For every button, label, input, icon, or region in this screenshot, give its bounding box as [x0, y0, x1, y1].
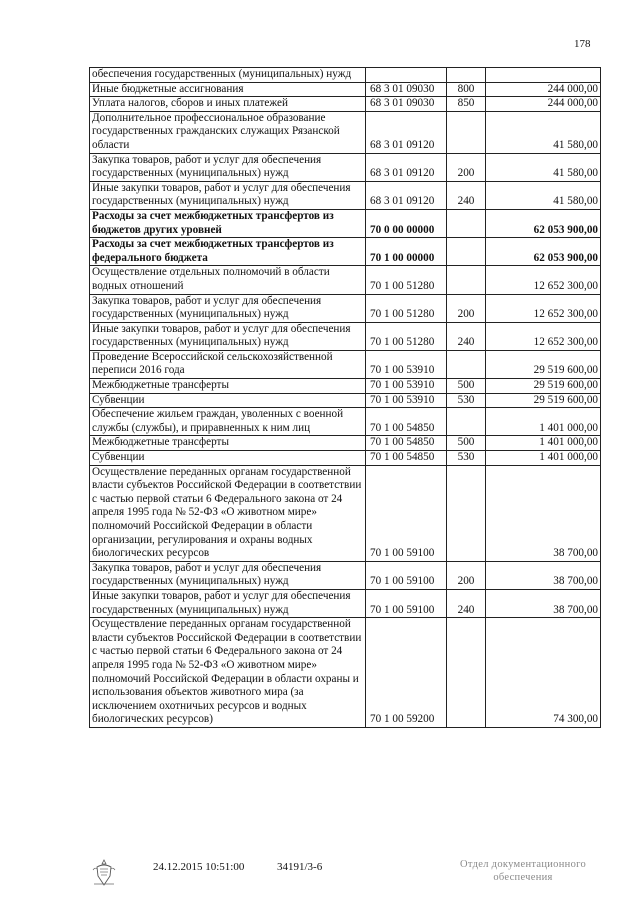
row-target-code: 70 1 00 54850 [366, 408, 447, 436]
row-amount: 29 519 600,00 [486, 350, 601, 378]
row-expense-type [447, 111, 486, 153]
row-expense-type [447, 238, 486, 266]
row-target-code: 68 3 01 09030 [366, 97, 447, 112]
page-number: 178 [574, 38, 591, 50]
row-expense-type [447, 209, 486, 237]
table-row [90, 68, 601, 83]
row-target-code: 68 3 01 09030 [366, 82, 447, 97]
row-target-code: 70 1 00 51280 [366, 322, 447, 350]
row-amount: 12 652 300,00 [486, 322, 601, 350]
row-expense-type: 240 [447, 181, 486, 209]
table-row [90, 266, 601, 294]
row-expense-type: 240 [447, 589, 486, 617]
row-amount [486, 68, 601, 83]
row-target-code: 70 1 00 59100 [366, 561, 447, 589]
row-amount: 41 580,00 [486, 111, 601, 153]
row-name: Закупка товаров, работ и услуг для обеспечения государственных (муниципальных) нужд [90, 294, 366, 322]
row-name: Закупка товаров, работ и услуг для обеспечения государственных (муниципальных) нужд [90, 561, 366, 589]
row-name: Проведение Всероссийской сельскохозяйственной переписи 2016 года [90, 350, 366, 378]
row-target-code: 70 0 00 00000 [366, 209, 447, 237]
row-target-code: 70 1 00 53910 [366, 379, 447, 394]
footer-doc-number: 34191/3-6 [277, 861, 323, 873]
row-target-code: 70 1 00 59100 [366, 589, 447, 617]
row-name: Иные закупки товаров, работ и услуг для обеспечения государственных (муниципальных) нужд [90, 181, 366, 209]
budget-table [89, 67, 601, 728]
table-row [90, 181, 601, 209]
row-name: Дополнительное профессиональное образование государственных гражданских служащих Рязанской области [90, 111, 366, 153]
row-target-code: 70 1 00 51280 [366, 266, 447, 294]
table-row [90, 322, 601, 350]
row-expense-type: 200 [447, 294, 486, 322]
row-name: Уплата налогов, сборов и иных платежей [90, 97, 366, 112]
row-name: Осуществление переданных органам государственной власти субъектов Российской Федерации в соответствии с частью первой статьи 6 Федерального закона от 24 апреля 1995 года № 52-ФЗ «О животном мире» полномочий Российской Федерации в области охраны и использования объектов животного мира (за исключением охотничьих ресурсов и водных биологических ресурсов) [90, 618, 366, 728]
row-amount: 38 700,00 [486, 465, 601, 561]
table-row [90, 465, 601, 561]
row-target-code: 70 1 00 53910 [366, 350, 447, 378]
row-expense-type [447, 266, 486, 294]
row-amount: 38 700,00 [486, 589, 601, 617]
table-row [90, 436, 601, 451]
row-expense-type [447, 68, 486, 83]
row-amount: 74 300,00 [486, 618, 601, 728]
table-row [90, 97, 601, 112]
row-name: Закупка товаров, работ и услуг для обеспечения государственных (муниципальных) нужд [90, 153, 366, 181]
row-name: Иные закупки товаров, работ и услуг для обеспечения государственных (муниципальных) нужд [90, 322, 366, 350]
table-row [90, 379, 601, 394]
row-expense-type: 500 [447, 379, 486, 394]
row-name: Субвенции [90, 451, 366, 466]
table-row [90, 153, 601, 181]
row-expense-type: 850 [447, 97, 486, 112]
table-row [90, 393, 601, 408]
row-name: Иные закупки товаров, работ и услуг для обеспечения государственных (муниципальных) нужд [90, 589, 366, 617]
row-expense-type: 200 [447, 561, 486, 589]
row-amount: 1 401 000,00 [486, 408, 601, 436]
row-expense-type: 240 [447, 322, 486, 350]
row-name: Обеспечение жильем граждан, уволенных с военной службы (службы), и приравненных к ним лиц [90, 408, 366, 436]
row-amount: 1 401 000,00 [486, 451, 601, 466]
table-row [90, 294, 601, 322]
row-target-code: 68 3 01 09120 [366, 153, 447, 181]
row-target-code: 70 1 00 54850 [366, 451, 447, 466]
table-row [90, 618, 601, 728]
row-expense-type [447, 350, 486, 378]
row-target-code: 70 1 00 59100 [366, 465, 447, 561]
table-row [90, 451, 601, 466]
stamp-line-2: обеспечения [493, 872, 553, 883]
row-amount: 244 000,00 [486, 82, 601, 97]
table-row [90, 82, 601, 97]
table-row [90, 408, 601, 436]
row-amount: 41 580,00 [486, 153, 601, 181]
row-expense-type [447, 618, 486, 728]
row-name: Осуществление переданных органам государственной власти субъектов Российской Федерации в соответствии с частью первой статьи 6 Федерального закона от 24 апреля 1995 года № 52-ФЗ «О животном мире» полномочий Российской Федерации в области организации, регулирования и охраны водных биологических ресурсов [90, 465, 366, 561]
row-expense-type: 530 [447, 393, 486, 408]
row-target-code: 68 3 01 09120 [366, 181, 447, 209]
footer-date: 24.12.2015 10:51:00 [153, 861, 245, 873]
row-target-code: 70 1 00 51280 [366, 294, 447, 322]
row-target-code: 68 3 01 09120 [366, 111, 447, 153]
stamp-line-1: Отдел документационного [459, 859, 587, 870]
row-amount: 29 519 600,00 [486, 379, 601, 394]
row-name: Межбюджетные трансферты [90, 379, 366, 394]
row-name: Иные бюджетные ассигнования [90, 82, 366, 97]
row-name: Межбюджетные трансферты [90, 436, 366, 451]
row-expense-type: 500 [447, 436, 486, 451]
row-name: Расходы за счет межбюджетных трансфертов из федерального бюджета [90, 238, 366, 266]
row-amount: 62 053 900,00 [486, 209, 601, 237]
table-row [90, 111, 601, 153]
row-target-code: 70 1 00 00000 [366, 238, 447, 266]
row-expense-type: 530 [447, 451, 486, 466]
row-name: Субвенции [90, 393, 366, 408]
row-target-code: 70 1 00 53910 [366, 393, 447, 408]
table-row [90, 238, 601, 266]
row-target-code [366, 68, 447, 83]
row-amount: 12 652 300,00 [486, 294, 601, 322]
row-expense-type [447, 465, 486, 561]
department-stamp [448, 858, 598, 884]
coat-of-arms-icon [91, 858, 117, 888]
table-row [90, 589, 601, 617]
table-row [90, 561, 601, 589]
row-target-code: 70 1 00 59200 [366, 618, 447, 728]
table-row [90, 350, 601, 378]
row-target-code: 70 1 00 54850 [366, 436, 447, 451]
row-amount: 1 401 000,00 [486, 436, 601, 451]
row-expense-type: 800 [447, 82, 486, 97]
document-footer [0, 858, 640, 898]
row-amount: 62 053 900,00 [486, 238, 601, 266]
row-expense-type [447, 408, 486, 436]
row-amount: 244 000,00 [486, 97, 601, 112]
budget-table-body [90, 68, 601, 728]
row-amount: 38 700,00 [486, 561, 601, 589]
row-expense-type: 200 [447, 153, 486, 181]
row-name: Осуществление отдельных полномочий в области водных отношений [90, 266, 366, 294]
row-name: обеспечения государственных (муниципальных) нужд [90, 68, 366, 83]
row-name: Расходы за счет межбюджетных трансфертов из бюджетов других уровней [90, 209, 366, 237]
table-row [90, 209, 601, 237]
row-amount: 41 580,00 [486, 181, 601, 209]
row-amount: 29 519 600,00 [486, 393, 601, 408]
row-amount: 12 652 300,00 [486, 266, 601, 294]
